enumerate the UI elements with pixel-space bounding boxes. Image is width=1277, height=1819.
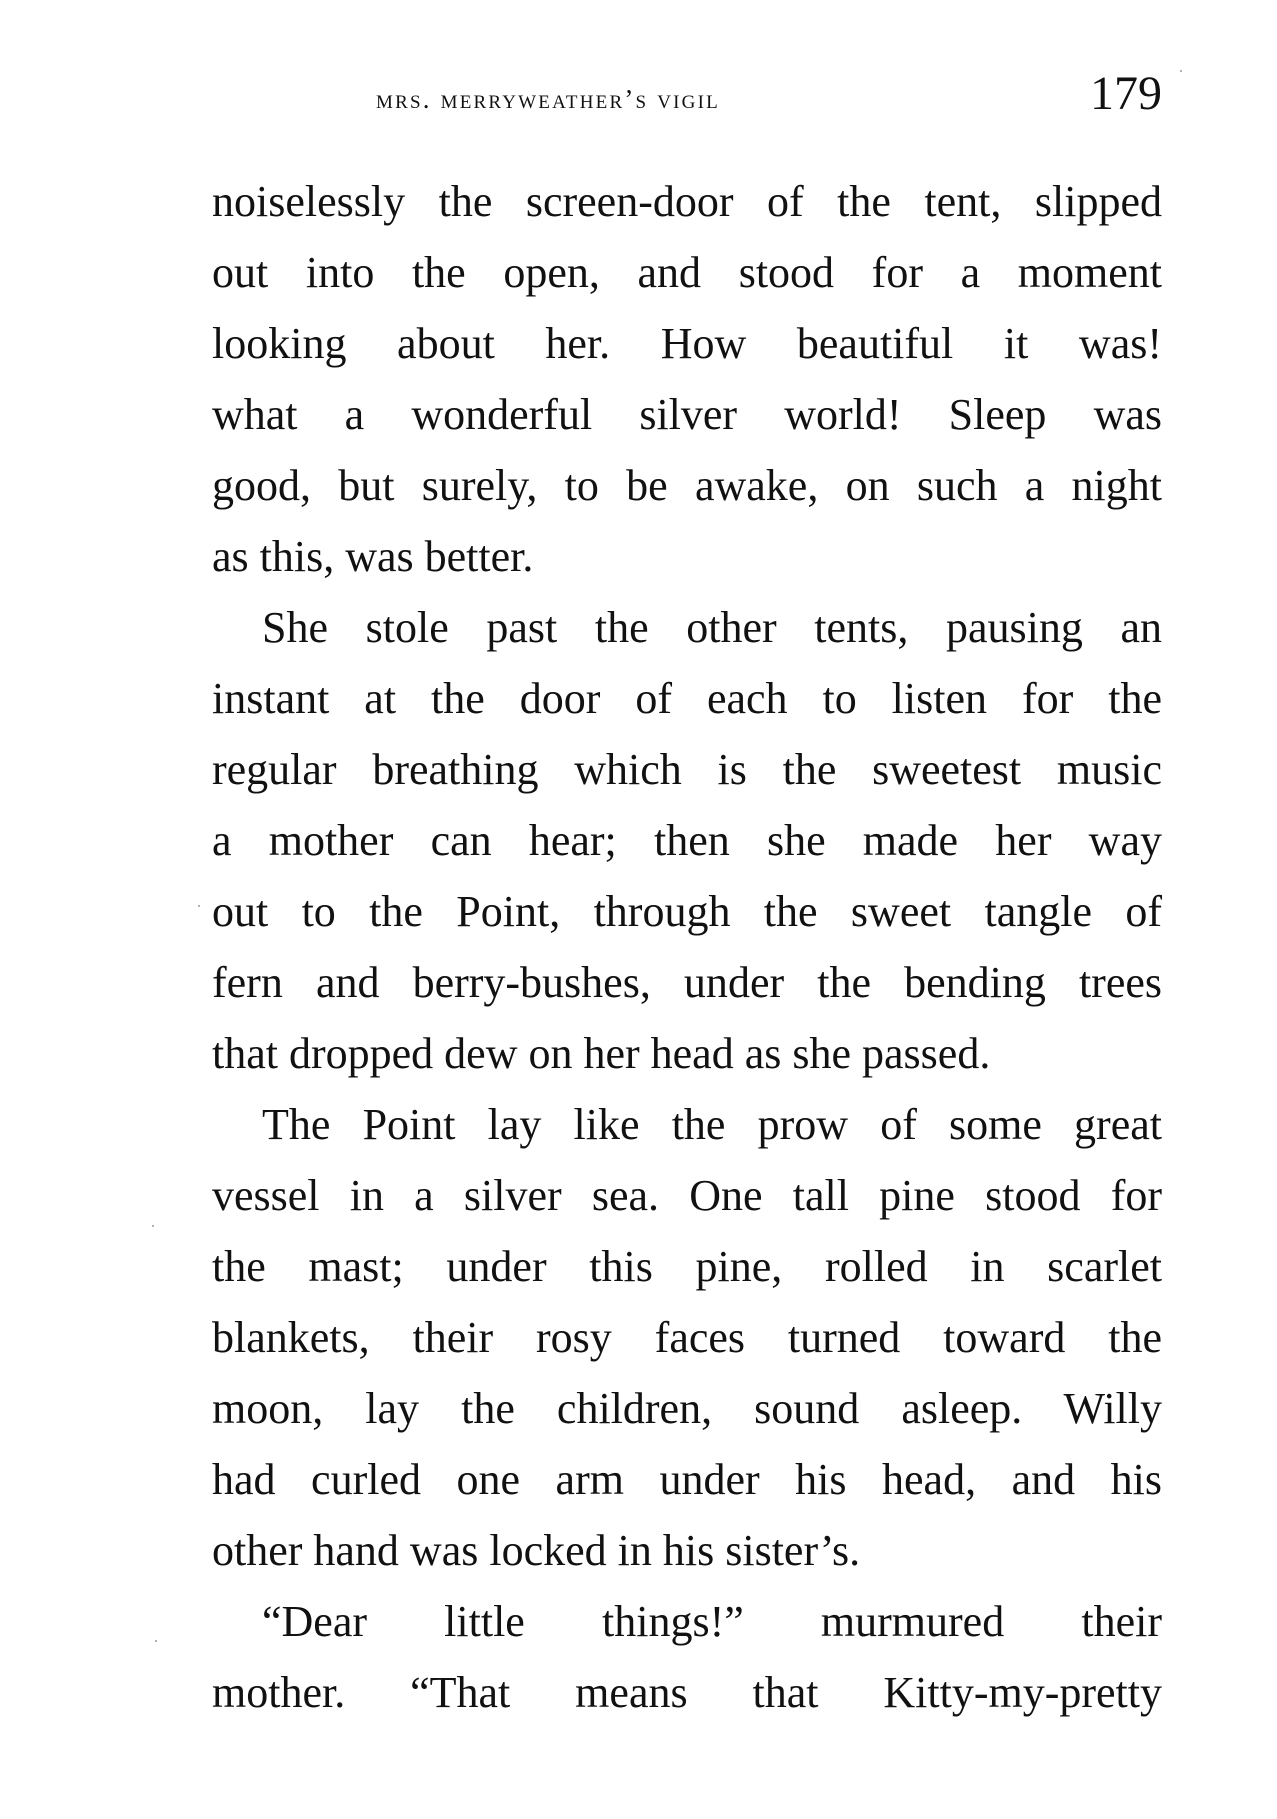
text-line: good, but surely, to be awake, on such a night: [212, 461, 1162, 510]
text-line: that dropped dew on her head as she passed.: [212, 1029, 991, 1078]
text-line: other hand was locked in his sister’s.: [212, 1526, 861, 1575]
print-speck: [155, 1640, 157, 1642]
text-line: out to the Point, through the sweet tangle of: [212, 887, 1162, 936]
text-line: noiselessly the screen-door of the tent, slipped: [212, 177, 1162, 226]
text-line: regular breathing which is the sweetest music: [212, 745, 1162, 794]
print-speck: [198, 905, 200, 907]
text-line: fern and berry-bushes, under the bending trees: [212, 958, 1162, 1007]
text-line: mother. “That means that Kitty-my-pretty: [212, 1668, 1162, 1717]
text-line: out into the open, and stood for a moment: [212, 248, 1162, 297]
print-speck: [152, 1225, 154, 1227]
text-line: the mast; under this pine, rolled in scarlet: [212, 1242, 1162, 1291]
text-line: what a wonderful silver world! Sleep was: [212, 390, 1162, 439]
text-line: looking about her. How beautiful it was!: [212, 319, 1162, 368]
text-line: a mother can hear; then she made her way: [212, 816, 1162, 865]
paragraph-4: [212, 1586, 1162, 1728]
paragraph-3: [212, 1089, 1162, 1586]
paragraph-1: [212, 166, 1162, 592]
text-line: vessel in a silver sea. One tall pine stood for: [212, 1171, 1162, 1220]
text-line: She stole past the other tents, pausing an: [262, 603, 1162, 652]
text-line: moon, lay the children, sound asleep. Willy: [212, 1384, 1162, 1433]
running-head: [212, 64, 1162, 124]
text-line: instant at the door of each to listen for the: [212, 674, 1162, 723]
text-line: “Dear little things!” murmured their: [262, 1597, 1162, 1646]
page-number: 179: [1090, 67, 1162, 120]
body-text: [212, 166, 1162, 1728]
running-title: mrs. merryweather’s vigil: [376, 84, 720, 114]
text-line: The Point lay like the prow of some great: [262, 1100, 1162, 1149]
paragraph-2: [212, 592, 1162, 1089]
text-line: blankets, their rosy faces turned toward the: [212, 1313, 1162, 1362]
print-speck: [1180, 70, 1182, 72]
text-line: as this, was better.: [212, 532, 534, 581]
text-line: had curled one arm under his head, and his: [212, 1455, 1162, 1504]
